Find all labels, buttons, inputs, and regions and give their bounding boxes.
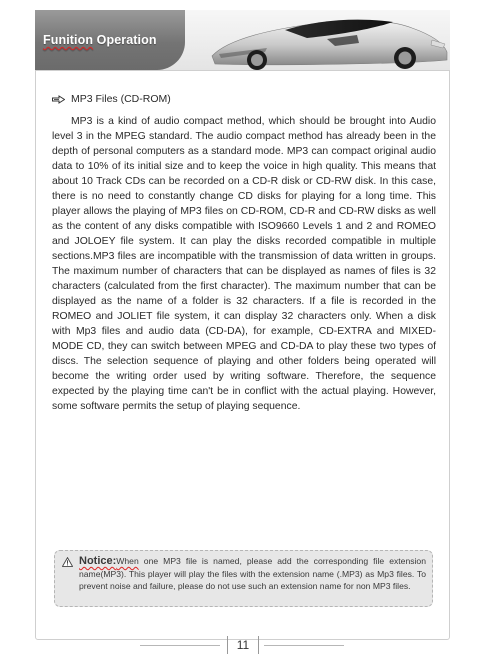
page-number: 11 bbox=[227, 636, 259, 654]
notice-label: Notice: bbox=[79, 555, 117, 567]
page-title bbox=[43, 33, 157, 47]
sports-car-image bbox=[207, 10, 450, 70]
warning-triangle-icon bbox=[62, 557, 73, 567]
page-footer bbox=[0, 636, 484, 656]
header-band bbox=[35, 10, 450, 71]
footer-line-right bbox=[264, 645, 344, 646]
page-title-prefix: Funition bbox=[43, 33, 94, 47]
notice-box bbox=[54, 550, 433, 607]
section-heading bbox=[52, 93, 171, 105]
footer-line-left bbox=[140, 645, 220, 646]
section-title: MP3 Files (CD-ROM) bbox=[71, 93, 171, 105]
page-title-suffix: Operation bbox=[93, 33, 157, 47]
notice-text: one MP3 file is named, please add the corresponding file extension name(MP3). This player will play the files with the extension name (.MP3) as Mp3 files. To prevent noise and failure, please do not use such an extension name for non MP3 files. bbox=[79, 556, 426, 591]
notice-first-word: When bbox=[116, 556, 139, 566]
body-paragraph: MP3 is a kind of audio compact method, which should be brought into Audio level 3 in the MPEG standard. The audio compact method has already been in the depth of personal computers as a standard mode. MP3 can compact original audio data to 10% of its initial size and to keep the voice in high quality. This means that about 10 Track CDs can be recorded on a CD-R disk or CD-RW disk. In this case, there is no need to constantly change CD disks for playing for a long time. This player allows the playing of MP3 files on CD-ROM, CD-R and CD-RW disks as well as the content of any disks compatible with ISO9660 Levels 1 and 2 and ROMEO and JOLOEY file system. It can play the disks recorded compatible in multiple sections.MP3 files are incompatible with the transmission of data written in groups. The maximum number of characters that can be displayed as names of files is 32 characters (calculated from the first character). The maximum number that can be displayed as the name of a folder is 32 characters. If a file is recorded in the ROMEO and JOLIET file system, it can display 32 characters only. When a disk with Mp3 files and audio data (CD-DA), for example, CD-EXTRA and MIXED-MODE CD, they can switch between MPEG and CD-DA to play these two types of discs. The selection sequence of playing and other folders being operated will become the writing order used by writing software. Therefore, the sequence expected by the playing time can't be in conflict with the actual playing. However, some software permits the setup of playing sequence. bbox=[52, 116, 436, 412]
header-tab bbox=[35, 10, 185, 70]
pointing-hand-icon bbox=[52, 95, 65, 104]
